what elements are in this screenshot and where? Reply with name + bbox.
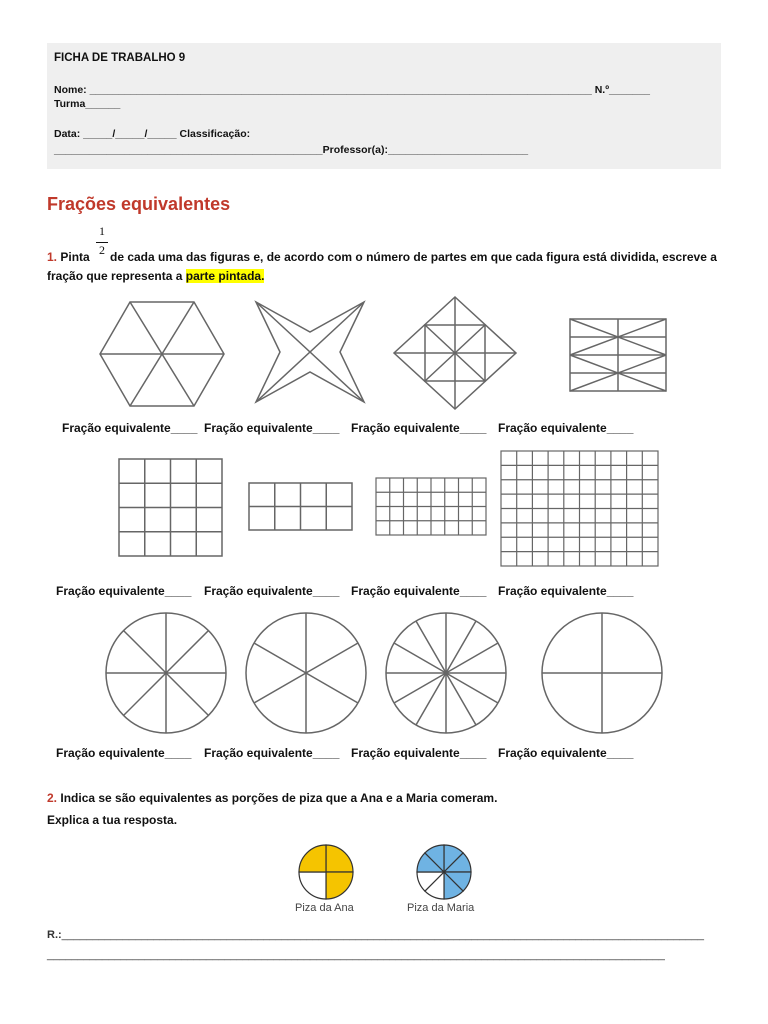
fraction-numerator: 1 [96, 224, 108, 243]
pizza-ana-label: Piza da Ana [295, 902, 354, 914]
name-field-line[interactable]: Nome: ______________________________________________________________________________________ N.º_______ [54, 84, 650, 96]
caption-row3-3: Fração equivalente____ [351, 746, 487, 760]
caption-row2-3: Fração equivalente____ [351, 584, 487, 598]
hexagon-figure[interactable] [98, 300, 226, 410]
answer-line-1-rule: _________________________________________________________________________________________________________ [61, 929, 705, 941]
teacher-field-line[interactable]: ______________________________________________Professor(a):________________________ [54, 144, 529, 156]
pizza-ana-figure [297, 843, 355, 901]
q1-line1-rest: de cada uma das figuras e, de acordo com o número de partes em que cada figura está dividida, escreve a [110, 250, 717, 264]
date-field-line[interactable]: Data: _____/_____/_____ Classificação: [54, 128, 251, 140]
grid-4x2-figure[interactable] [248, 482, 354, 532]
answer-prefix: R.: [47, 929, 62, 941]
grid-4x4-figure[interactable] [118, 458, 224, 558]
answer-line-2[interactable]: _____________________________________________________________________________________________________ [47, 949, 665, 961]
circle-4-figure[interactable] [540, 611, 664, 735]
caption-row1-2: Fração equivalente____ [204, 421, 340, 435]
triangle-grid-figure[interactable] [568, 317, 670, 393]
grid-10x8-figure[interactable] [500, 450, 660, 568]
pizza-maria-figure [415, 843, 473, 901]
q1-line2-text: fração que representa a [47, 269, 186, 283]
caption-row2-4: Fração equivalente____ [498, 584, 634, 598]
caption-row3-4: Fração equivalente____ [498, 746, 634, 760]
caption-row2-1: Fração equivalente____ [56, 584, 192, 598]
caption-row3-2: Fração equivalente____ [204, 746, 340, 760]
q1-highlight: parte pintada. [185, 269, 265, 283]
pizza-maria-label: Piza da Maria [407, 902, 475, 914]
q2-number: 2. [47, 791, 58, 805]
circle-6-figure[interactable] [244, 611, 368, 735]
grid-8x4-figure[interactable] [375, 477, 487, 537]
q1-line1 [47, 250, 90, 264]
q2-line2: Explica a tua resposta. [47, 813, 178, 827]
circle-8-figure[interactable] [104, 611, 228, 735]
class-field-line[interactable]: Turma______ [54, 98, 121, 110]
caption-row3-1: Fração equivalente____ [56, 746, 192, 760]
caption-row1-1: Fração equivalente____ [62, 421, 198, 435]
header-box [47, 43, 721, 169]
fraction-denominator: 2 [99, 243, 105, 257]
star-figure[interactable] [254, 300, 366, 404]
diamond-figure[interactable] [392, 295, 518, 411]
q1-pinta: Pinta [60, 250, 90, 264]
worksheet-title: FICHA DE TRABALHO 9 [54, 52, 186, 64]
section-title: Frações equivalentes [47, 194, 231, 214]
answer-line-1[interactable] [47, 929, 704, 941]
circle-12-figure[interactable] [384, 611, 508, 735]
caption-row2-2: Fração equivalente____ [204, 584, 340, 598]
q1-line2 [47, 269, 264, 283]
fraction-one-half [96, 224, 108, 257]
q2-line1 [47, 791, 497, 805]
caption-row1-4: Fração equivalente____ [498, 421, 634, 435]
caption-row1-3: Fração equivalente____ [351, 421, 487, 435]
q1-number: 1. [47, 250, 58, 264]
q2-text: Indica se são equivalentes as porções de piza que a Ana e a Maria comeram. [60, 791, 498, 805]
